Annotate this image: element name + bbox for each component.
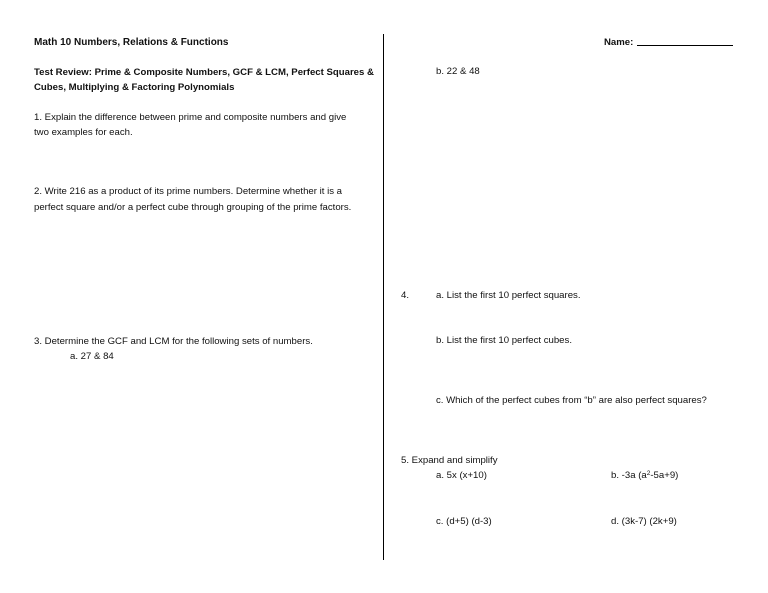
question-5a: a. 5x (x+10)	[436, 470, 487, 481]
question-5-title: 5. Expand and simplify	[401, 455, 498, 466]
question-5b-suffix: -5a+9)	[650, 470, 679, 481]
question-5d: d. (3k-7) (2k+9)	[611, 516, 677, 527]
question-4a: a. List the first 10 perfect squares.	[436, 290, 581, 301]
review-title-line1: Test Review: Prime & Composite Numbers, GCF & LCM, Perfect Squares &	[34, 67, 374, 78]
question-5b-exponent: 2	[646, 470, 651, 477]
name-label: Name:	[604, 37, 634, 48]
name-field-line[interactable]	[637, 45, 733, 46]
review-title-line2: Cubes, Multiplying & Factoring Polynomials	[34, 82, 235, 93]
question-5c: c. (d+5) (d-3)	[436, 516, 492, 527]
question-4b: b. List the first 10 perfect cubes.	[436, 335, 572, 346]
question-5b-prefix: b. -3a (a	[611, 470, 647, 481]
question-4c: c. Which of the perfect cubes from “b” are also perfect squares?	[436, 395, 707, 406]
question-1-line1: 1. Explain the difference between prime and composite numbers and give	[34, 112, 347, 123]
question-5b	[611, 468, 678, 483]
question-2-line2: perfect square and/or a perfect cube through grouping of the prime factors.	[34, 202, 352, 213]
question-1-line2: two examples for each.	[34, 127, 133, 138]
course-title: Math 10 Numbers, Relations & Functions	[34, 37, 229, 48]
question-2-line1: 2. Write 216 as a product of its prime numbers. Determine whether it is a	[34, 186, 343, 197]
question-4-number: 4.	[401, 290, 410, 301]
question-3-line1: 3. Determine the GCF and LCM for the following sets of numbers.	[34, 336, 313, 347]
column-divider	[383, 34, 384, 560]
question-3a: a. 27 & 84	[70, 351, 114, 362]
question-3b: b. 22 & 48	[436, 66, 480, 77]
